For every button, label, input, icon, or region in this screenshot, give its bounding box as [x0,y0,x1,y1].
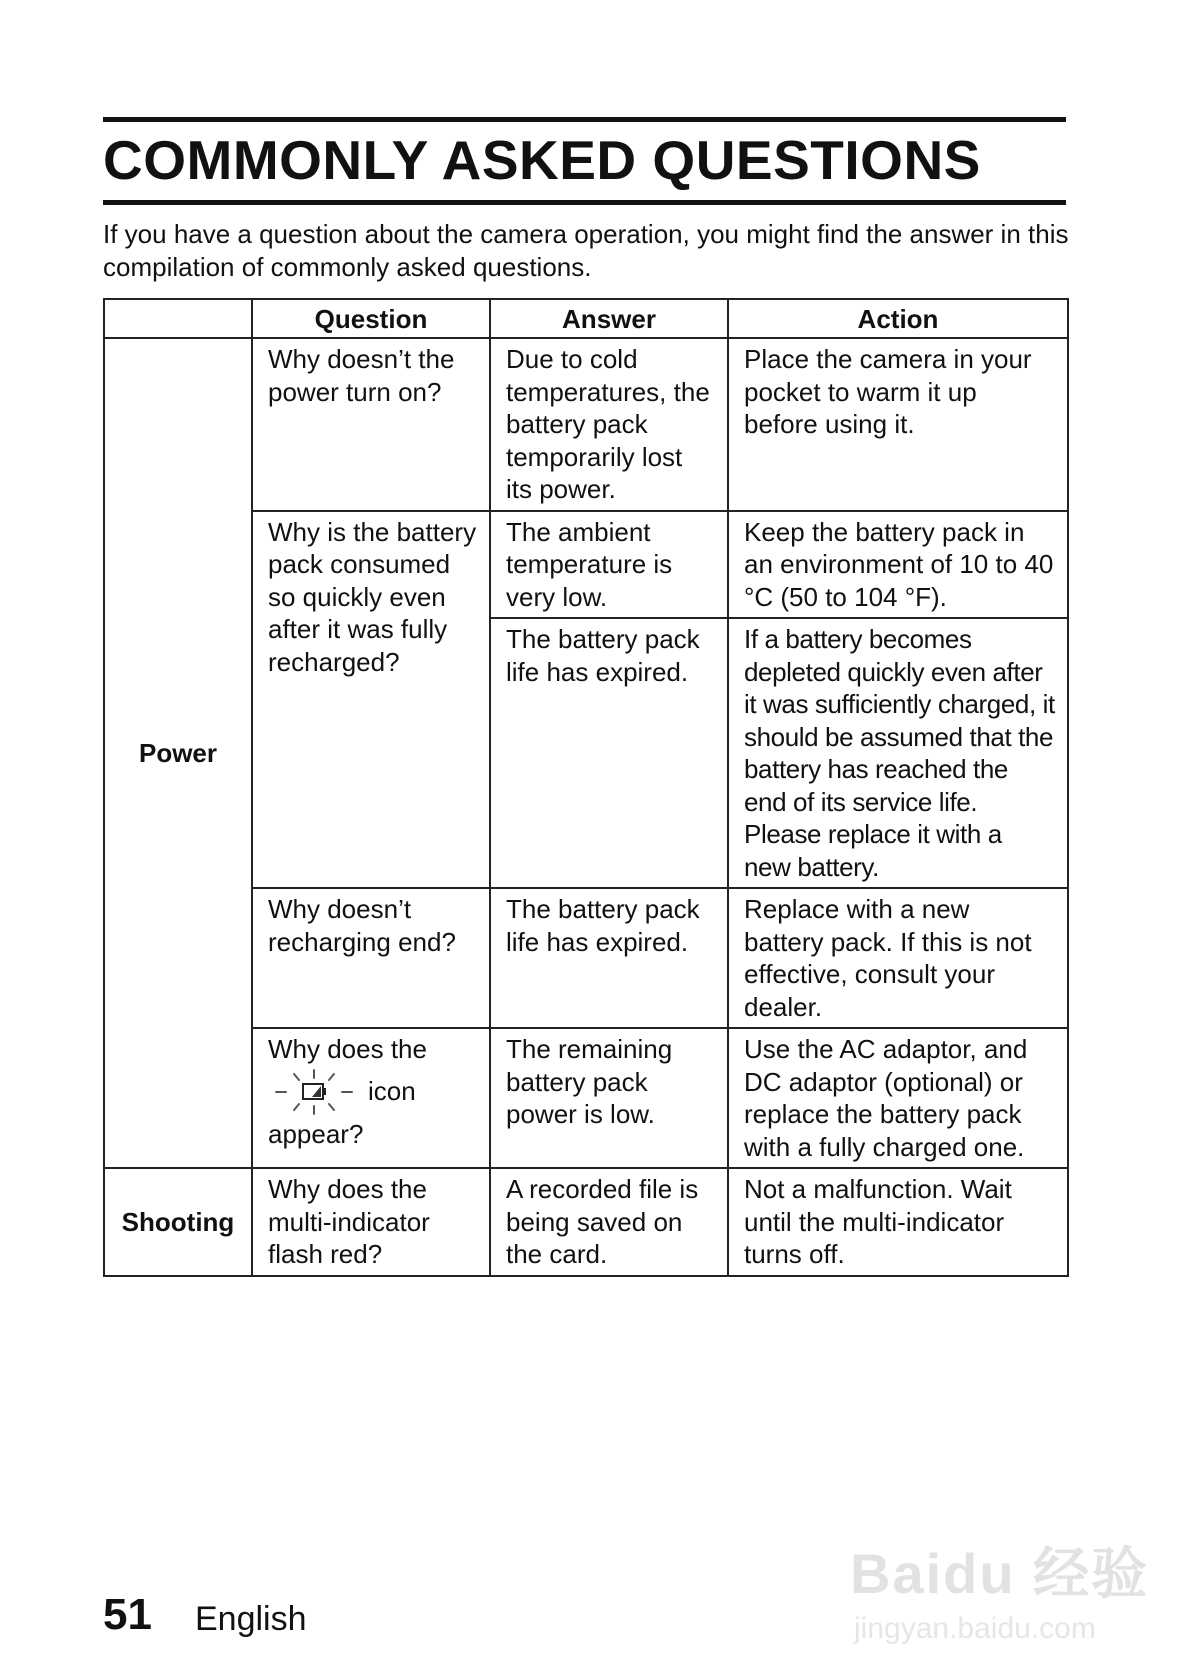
intro-paragraph: If you have a question about the camera operation, you might find the answer in this compilation of commonly asked questions. [103,219,1069,282]
question-icon-label: icon [368,1076,416,1107]
question-icon-line [268,1068,477,1116]
table-row [104,1168,1068,1276]
blinking-battery-icon [272,1068,356,1116]
watermark-url: jingyan.baidu.com [854,1612,1096,1645]
question-text-post: appear? [268,1118,364,1149]
action-cell: Not a malfunction. Wait until the multi-indicator turns off. [728,1168,1068,1276]
answer-cell: The battery pack life has expired. [490,888,728,1028]
table-row [104,338,1068,511]
question-text-pre: Why does the [268,1034,427,1064]
header-category [104,299,252,338]
page-language: English [195,1600,307,1638]
answer-cell: A recorded file is being saved on the card. [490,1168,728,1276]
baidu-watermark [850,1530,1180,1650]
page-number: 51 [103,1590,152,1639]
title-top-rule [103,117,1066,122]
question-cell: Why is the battery pack consumed so quickly even after it was fully recharged? [252,511,490,889]
faq-table [103,298,1069,1277]
category-power: Power [104,338,252,1168]
header-question: Question [252,299,490,338]
question-cell: Why doesn’t the power turn on? [252,338,490,511]
question-cell [252,1028,490,1168]
action-cell: If a battery becomes depleted quickly even after it was sufficiently charged, it should be assumed that the battery has reached the end of its service life. Please replace it with a new battery. [728,618,1068,888]
watermark-brand: Baidu 经验 [850,1542,1150,1605]
question-cell: Why does the multi-indicator flash red? [252,1168,490,1276]
action-cell: Keep the battery pack in an environment of 10 to 40 °C (50 to 104 °F). [728,511,1068,619]
action-cell: Place the camera in your pocket to warm it up before using it. [728,338,1068,511]
header-action: Action [728,299,1068,338]
table-header-row [104,299,1068,338]
answer-cell: The remaining battery pack power is low. [490,1028,728,1168]
action-cell: Replace with a new battery pack. If this is not effective, consult your dealer. [728,888,1068,1028]
action-cell: Use the AC adaptor, and DC adaptor (optional) or replace the battery pack with a fully charged one. [728,1028,1068,1168]
category-shooting: Shooting [104,1168,252,1276]
answer-cell: The ambient temperature is very low. [490,511,728,619]
header-answer: Answer [490,299,728,338]
answer-cell: The battery pack life has expired. [490,618,728,888]
question-cell: Why doesn’t recharging end? [252,888,490,1028]
page-title: COMMONLY ASKED QUESTIONS [103,129,981,191]
answer-cell: Due to cold temperatures, the battery pack temporarily lost its power. [490,338,728,511]
title-bottom-rule [103,200,1066,205]
